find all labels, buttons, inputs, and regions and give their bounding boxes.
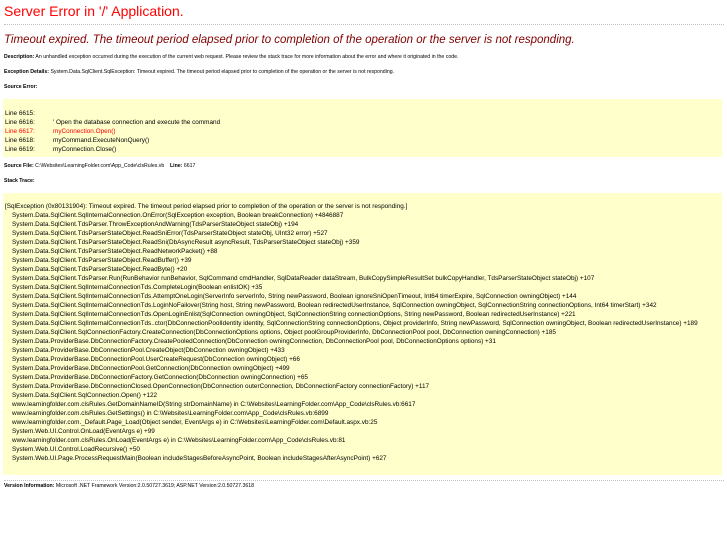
stack-frame: System.Data.SqlClient.SqlConnection.Open() +122 bbox=[12, 392, 158, 399]
stack-frame: System.Data.SqlClient.SqlInternalConnectionTds.LoginNoFailover(String host, String newPassword, Boolean redirectedUserInstance, SqlConnection owningObject, SqlConnectionString connectionOptions, Int64 timerStart) +342 bbox=[12, 302, 657, 309]
stack-frame: System.Data.ProviderBase.DbConnectionPool.UserCreateRequest(DbConnection owningObject) +66 bbox=[12, 356, 300, 363]
stack-frame: System.Data.SqlClient.SqlInternalConnectionTds.CompleteLogin(Boolean enlistOK) +35 bbox=[12, 284, 263, 291]
version-info-label: Version Information: bbox=[4, 483, 55, 489]
stack-frame: System.Data.SqlClient.TdsParserStateObject.ReadBuffer() +39 bbox=[12, 257, 192, 264]
stack-frame: System.Data.SqlClient.TdsParser.Run(RunBehavior runBehavior, SqlCommand cmdHandler, SqlDataReader dataStream, BulkCopySimpleResultSet bulkCopyHandler, TdsParserStateObject stateObj) +107 bbox=[12, 275, 595, 282]
source-error-label: Source Error: bbox=[4, 84, 38, 90]
stack-frame: System.Data.SqlClient.SqlInternalConnectionTds.OpenLoginEnlist(SqlConnection owningObject, SqlConnectionString connectionOptions, String newPassword, Boolean redirectedUserInstance) +221 bbox=[12, 311, 576, 318]
stack-frame: System.Data.ProviderBase.DbConnectionPool.CreateObject(DbConnection owningObject) +433 bbox=[12, 347, 285, 354]
stack-frame: System.Data.SqlClient.SqlInternalConnectionTds..ctor(DbConnectionPoolIdentity identity, SqlConnectionString connectionOptions, Object providerInfo, String newPassword, SqlConnection owningObject, Boolean redirectedUserInstance) +189 bbox=[12, 320, 698, 327]
stack-frame: System.Data.SqlClient.TdsParser.ThrowExceptionAndWarning(TdsParserStateObject stateObj) +194 bbox=[12, 221, 299, 228]
stack-frame: System.Data.SqlClient.TdsParserStateObject.ReadSniError(TdsParserStateObject stateObj, UInt32 error) +527 bbox=[12, 230, 328, 237]
stack-frame: System.Data.ProviderBase.DbConnectionPool.GetConnection(DbConnection owningObject) +499 bbox=[12, 365, 290, 372]
description-text: An unhandled exception occurred during the execution of the current web request. Please review the stack trace for more information about the error and where it originated in the code. bbox=[35, 54, 459, 60]
exception-details-label: Exception Details: bbox=[4, 69, 49, 75]
stack-frame: System.Web.UI.Control.OnLoad(EventArgs e) +99 bbox=[12, 428, 155, 435]
stack-frame: System.Data.ProviderBase.DbConnectionFactory.GetConnection(DbConnection owningConnection) +65 bbox=[12, 374, 308, 381]
source-error-box bbox=[3, 99, 722, 157]
stack-frame: www.learningfolder.com.clsRules.GetSettings() in C:\Websites\LearningFolder.com\App_Code\clsRules.vb:6899 bbox=[12, 410, 329, 417]
exception-details-text: System.Data.SqlClient.SqlException: Timeout expired. The timeout period elapsed prior to completion of the operation or the server is not responding. bbox=[50, 69, 395, 75]
version-info-text: Microsoft .NET Framework Version:2.0.50727.3619; ASP.NET Version:2.0.50727.3618 bbox=[55, 483, 255, 489]
stack-frame: www.learningfolder.com._Default.Page_Load(Object sender, EventArgs e) in C:\Websites\LearningFolder.com\Default.aspx.vb:25 bbox=[12, 419, 378, 426]
stack-trace-header: [SqlException (0x80131904): Timeout expired. The timeout period elapsed prior to completion of the operation or the server is not responding.] bbox=[5, 203, 408, 210]
source-file-path: C:\Websites\LearningFolder.com\App_Code\clsRules.vb bbox=[35, 163, 165, 169]
description-label: Description: bbox=[4, 54, 35, 60]
stack-frame: System.Data.SqlClient.TdsParserStateObject.ReadSni(DbAsyncResult asyncResult, TdsParserStateObject stateObj) +359 bbox=[12, 239, 360, 246]
stack-frame: System.Data.SqlClient.SqlConnectionFactory.CreateConnection(DbConnectionOptions options, Object poolGroupProviderInfo, DbConnectionPool pool, DbConnection owningConnection) +185 bbox=[12, 329, 556, 336]
stack-frame: System.Data.SqlClient.TdsParserStateObject.ReadNetworkPacket() +88 bbox=[12, 248, 218, 255]
page-title: Server Error in '/' Application. bbox=[4, 3, 184, 19]
title-divider bbox=[4, 24, 724, 25]
stack-frame: www.learningfolder.com.clsRules.OnLoad(EventArgs e) in C:\Websites\LearningFolder.com\App_Code\clsRules.vb:81 bbox=[12, 437, 346, 444]
stack-trace-label: Stack Trace: bbox=[4, 178, 35, 184]
stack-frame: System.Web.UI.Page.ProcessRequestMain(Boolean includeStagesBeforeAsyncPoint, Boolean includeStagesAfterAsyncPoint) +627 bbox=[12, 455, 387, 462]
stack-frame: System.Data.ProviderBase.DbConnectionClosed.OpenConnection(DbConnection outerConnection, DbConnectionFactory connectionFactory) +117 bbox=[12, 383, 430, 390]
source-file-label: Source File: bbox=[4, 163, 34, 169]
footer-divider bbox=[4, 480, 724, 481]
stack-frame: System.Data.SqlClient.SqlInternalConnectionTds.AttemptOneLogin(ServerInfo serverInfo, String newPassword, Boolean ignoreSniOpenTimeout, Int64 timerExpire, SqlConnection owningObject) +144 bbox=[12, 293, 577, 300]
stack-trace-box bbox=[3, 193, 722, 475]
source-line: Line 6615: bbox=[5, 110, 35, 117]
description bbox=[4, 54, 458, 61]
version-info bbox=[4, 483, 254, 490]
stack-frame: www.learningfolder.com.clsRules.GetDomainNameID(String strDomainName) in C:\Websites\LearningFolder.com\App_Code\clsRules.vb:6617 bbox=[12, 401, 416, 408]
stack-frame: System.Data.SqlClient.SqlInternalConnection.OnError(SqlException exception, Boolean breakConnection) +4846887 bbox=[12, 212, 344, 219]
error-heading: Timeout expired. The timeout period elapsed prior to completion of the operation or the server is not responding. bbox=[4, 34, 575, 46]
stack-frame: System.Web.UI.Control.LoadRecursive() +50 bbox=[12, 446, 140, 453]
source-line: Line 6619: myConnection.Close() bbox=[5, 146, 117, 153]
stack-frame: System.Data.ProviderBase.DbConnectionFactory.CreatePooledConnection(DbConnection owningConnection, DbConnectionPool pool, DbConnectionOptions options) +31 bbox=[12, 338, 496, 345]
source-line-number: 6617 bbox=[183, 163, 196, 169]
source-line: Line 6618: myCommand.ExecuteNonQuery() bbox=[5, 137, 150, 144]
exception-details bbox=[4, 69, 394, 76]
source-line-error: Line 6617: myConnection.Open() bbox=[5, 128, 116, 135]
source-file bbox=[4, 163, 195, 170]
stack-frame: System.Data.SqlClient.TdsParserStateObject.ReadByte() +20 bbox=[12, 266, 188, 273]
source-line: Line 6616: ' Open the database connection and execute the command bbox=[5, 119, 221, 126]
source-line-label: Line: bbox=[170, 163, 183, 169]
